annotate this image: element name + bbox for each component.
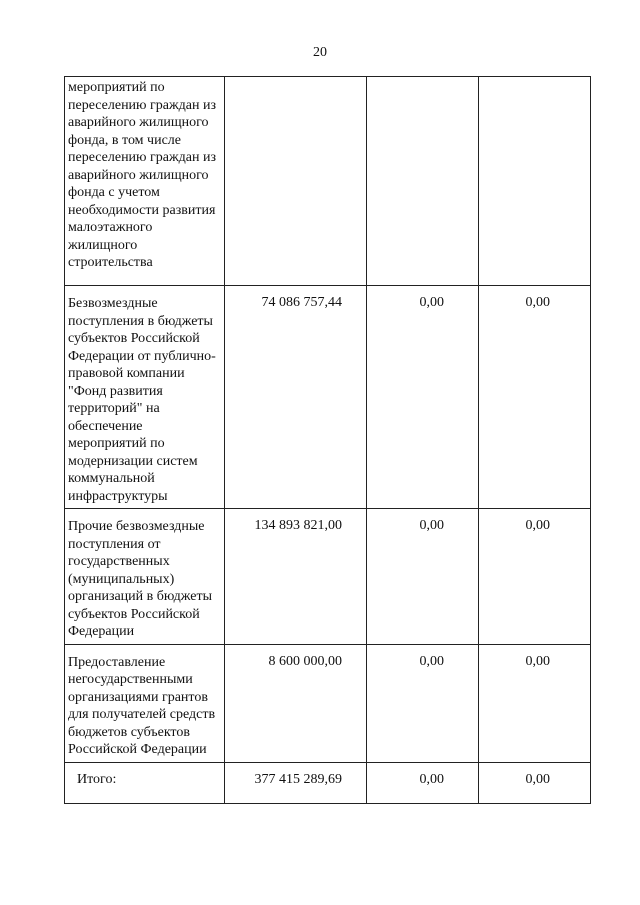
table-row [65,286,591,509]
row-name-cell: мероприятий по переселению граждан из аварийного жилищного фонда, в том числе переселению граждан из аварийного жилищного фонда с учетом необходимости развития малоэтажного жилищного строительства [65,77,225,286]
row-name-cell: Прочие безвозмездные поступления от государственных (муниципальных) организаций в бюджеты субъектов Российской Федерации [65,509,225,645]
budget-table [64,76,591,804]
table-row [65,509,591,645]
value-cell-3 [479,77,591,286]
row-name-cell: Предоставление негосударственными организациями грантов для получателей средств бюджетов субъектов Российской Федерации [65,644,225,762]
value-cell-3: 0,00 [479,509,591,645]
page-number: 20 [313,45,327,60]
row-name-cell: Безвозмездные поступления в бюджеты субъектов Российской Федерации от публично-правовой компании "Фонд развития территорий" на обеспечение мероприятий по модернизации систем коммунальной инфраструктуры [65,286,225,509]
table-row [65,644,591,762]
table-row [65,77,591,286]
value-cell-1: 8 600 000,00 [225,644,367,762]
value-cell-2 [367,77,479,286]
total-row [65,762,591,803]
value-cell-1: 134 893 821,00 [225,509,367,645]
value-cell-3: 0,00 [479,286,591,509]
total-value-1: 377 415 289,69 [225,762,367,803]
value-cell-3: 0,00 [479,644,591,762]
value-cell-1: 74 086 757,44 [225,286,367,509]
value-cell-2: 0,00 [367,509,479,645]
total-label: Итого: [65,762,225,803]
total-value-2: 0,00 [367,762,479,803]
value-cell-2: 0,00 [367,644,479,762]
total-value-3: 0,00 [479,762,591,803]
value-cell-1 [225,77,367,286]
value-cell-2: 0,00 [367,286,479,509]
